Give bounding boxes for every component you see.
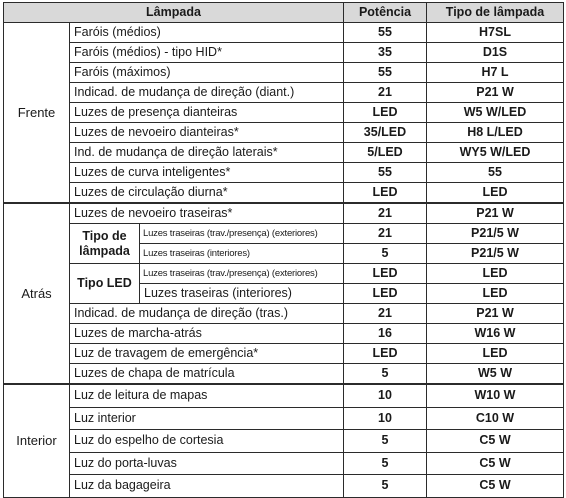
- lamp-power: LED: [344, 183, 427, 204]
- lamp-power: 5/LED: [344, 143, 427, 163]
- lamp-name: Luzes de presença dianteiras: [70, 103, 344, 123]
- lamp-name: Ind. de mudança de direção laterais*: [70, 143, 344, 163]
- table-row: [4, 23, 564, 43]
- lamp-type: C5 W: [427, 452, 564, 475]
- lamp-power: 10: [344, 407, 427, 430]
- lamp-name: Indicad. de mudança de direção (tras.): [70, 304, 344, 324]
- lamp-name: Luzes de chapa de matrícula: [70, 364, 344, 385]
- lamp-name: Luz de travagem de emergência*: [70, 344, 344, 364]
- lamp-power: 21: [344, 203, 427, 224]
- lamp-name: Luz interior: [70, 407, 344, 430]
- table-row: [4, 143, 564, 163]
- table-row: [4, 452, 564, 475]
- lamp-type: D1S: [427, 43, 564, 63]
- lamp-power: 5: [344, 475, 427, 498]
- lamp-power: 5: [344, 452, 427, 475]
- lamp-name: Indicad. de mudança de direção (diant.): [70, 83, 344, 103]
- lamp-name: Luz do espelho de cortesia: [70, 430, 344, 453]
- group-atras: Atrás: [4, 203, 70, 384]
- lamp-name: Luzes de marcha-atrás: [70, 324, 344, 344]
- table-row: [4, 163, 564, 183]
- lamp-type: W10 W: [427, 384, 564, 407]
- lamp-type: WY5 W/LED: [427, 143, 564, 163]
- lamp-type: LED: [427, 284, 564, 304]
- lamp-power: 35/LED: [344, 123, 427, 143]
- header-power: Potência: [344, 3, 427, 23]
- lamp-power: LED: [344, 344, 427, 364]
- lamp-type: LED: [427, 344, 564, 364]
- lamp-type: C10 W: [427, 407, 564, 430]
- lamp-power: LED: [344, 103, 427, 123]
- table-row: [4, 364, 564, 385]
- table-row: [4, 384, 564, 407]
- table-row: [4, 324, 564, 344]
- lamp-type: LED: [427, 183, 564, 204]
- lamp-power: 21: [344, 304, 427, 324]
- header-type: Tipo de lâmpada: [427, 3, 564, 23]
- lamp-power: LED: [344, 284, 427, 304]
- lamp-type: H7SL: [427, 23, 564, 43]
- subgroup-bulb-type-line2: lâmpada: [79, 243, 130, 258]
- lamp-power: 21: [344, 83, 427, 103]
- subgroup-bulb-type-line1: Tipo de: [82, 228, 127, 243]
- lamp-type: P21/5 W: [427, 224, 564, 244]
- table-row: [4, 183, 564, 204]
- lamp-type: H7 L: [427, 63, 564, 83]
- lamp-power: 21: [344, 224, 427, 244]
- lamp-type: W16 W: [427, 324, 564, 344]
- lamp-type: P21 W: [427, 83, 564, 103]
- lamp-name: Luzes traseiras (trav./presença) (exteriores): [140, 264, 344, 284]
- lamp-type: W5 W: [427, 364, 564, 385]
- table-row: [4, 407, 564, 430]
- table-row: [4, 43, 564, 63]
- lamp-type: H8 L/LED: [427, 123, 564, 143]
- lamp-name: Luz de leitura de mapas: [70, 384, 344, 407]
- lamp-name: Faróis (médios): [70, 23, 344, 43]
- lamp-name: Luz do porta-luvas: [70, 452, 344, 475]
- lamp-type: W5 W/LED: [427, 103, 564, 123]
- lamp-name: Luzes de nevoeiro traseiras*: [70, 203, 344, 224]
- header-lamp: Lâmpada: [4, 3, 344, 23]
- table-row: [4, 203, 564, 224]
- lamp-type: 55: [427, 163, 564, 183]
- table-row: [4, 304, 564, 324]
- lamp-power: 16: [344, 324, 427, 344]
- lamp-type: C5 W: [427, 475, 564, 498]
- table-row: [4, 103, 564, 123]
- lamp-power: 55: [344, 23, 427, 43]
- lamp-name: Luzes de curva inteligentes*: [70, 163, 344, 183]
- lamp-name: Luzes traseiras (interiores): [140, 244, 344, 264]
- lamp-type: P21 W: [427, 304, 564, 324]
- lamp-power: 10: [344, 384, 427, 407]
- group-frente: Frente: [4, 23, 70, 204]
- lamp-power: 5: [344, 430, 427, 453]
- lamp-power: 5: [344, 364, 427, 385]
- lamp-power: 55: [344, 163, 427, 183]
- table-row: [4, 63, 564, 83]
- table-row: [4, 123, 564, 143]
- lamp-name: Luzes traseiras (trav./presença) (exteriores): [140, 224, 344, 244]
- lamp-type: LED: [427, 264, 564, 284]
- table-row: [4, 83, 564, 103]
- lamp-power: 55: [344, 63, 427, 83]
- lamp-power: LED: [344, 264, 427, 284]
- table-row: [4, 344, 564, 364]
- subgroup-bulb-type: [70, 224, 140, 264]
- lamp-type: C5 W: [427, 430, 564, 453]
- bulb-spec-table: [3, 2, 564, 498]
- lamp-name: Faróis (máximos): [70, 63, 344, 83]
- lamp-power: 5: [344, 244, 427, 264]
- table-row: [4, 224, 564, 244]
- lamp-name: Faróis (médios) - tipo HID*: [70, 43, 344, 63]
- table-row: [4, 264, 564, 284]
- subgroup-led-type: Tipo LED: [70, 264, 140, 304]
- lamp-name: Luz da bagageira: [70, 475, 344, 498]
- header-row: [4, 3, 564, 23]
- lamp-type: P21 W: [427, 203, 564, 224]
- table-row: [4, 430, 564, 453]
- lamp-power: 35: [344, 43, 427, 63]
- lamp-type: P21/5 W: [427, 244, 564, 264]
- lamp-name: Luzes de circulação diurna*: [70, 183, 344, 204]
- group-interior: Interior: [4, 384, 70, 497]
- table-row: [4, 475, 564, 498]
- lamp-name: Luzes de nevoeiro dianteiras*: [70, 123, 344, 143]
- lamp-name: Luzes traseiras (interiores): [140, 284, 344, 304]
